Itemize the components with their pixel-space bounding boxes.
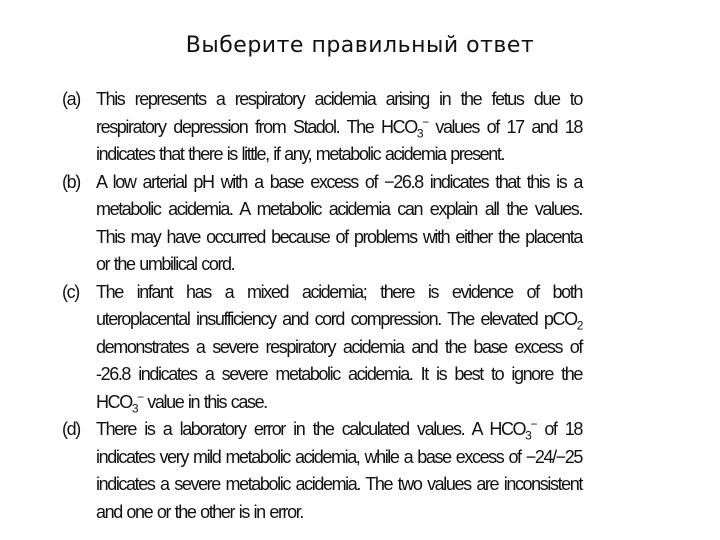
answer-option-c: [62, 279, 582, 417]
text-fragment: The infant has a mixed acidemia; there is evidence of both uteroplacental insufficiency and cord compression. The elevated pCO: [96, 281, 582, 329]
subscript: 3: [131, 401, 138, 416]
superscript: −: [422, 114, 428, 129]
answer-text: [96, 279, 582, 417]
answer-letter: (a): [62, 89, 80, 109]
answer-text: [96, 169, 582, 279]
subscript: 3: [416, 126, 423, 141]
text-fragment: values of 17 and 18 indicates that there is little, if any, metabolic acidemia present.: [96, 116, 583, 164]
answer-option-b: [62, 169, 582, 279]
text-fragment: There is a laboratory error in the calculated values. A HCO: [96, 419, 526, 439]
subscript: 2: [576, 318, 582, 333]
answer-text: [96, 416, 582, 526]
slide-title: Выберите правильный ответ: [185, 33, 535, 58]
text-fragment: A low arterial pH with a base excess of −26.8 indicates that this is a metabolic acidemia. A metabolic acidemia can explain all the values. This may have occurred because of problems with either the placenta or the umbilical cord.: [96, 171, 582, 274]
superscript: −: [137, 389, 143, 404]
answer-option-d: [62, 416, 582, 526]
answer-letter: (d): [62, 419, 80, 439]
superscript: −: [530, 417, 537, 431]
answer-text: [96, 86, 582, 169]
text-fragment: value in this case.: [142, 391, 267, 412]
answer-option-a: [62, 86, 582, 169]
answer-letter: (b): [62, 171, 80, 192]
subscript: 3: [525, 428, 531, 443]
text-fragment: This represents a respiratory acidemia arising in the fetus due to respiratory depression from Stadol. The HCO: [96, 89, 582, 137]
answer-letter: (c): [62, 281, 79, 302]
answer-options: [62, 86, 582, 526]
text-fragment: demonstrates a severe respiratory acidemia and the base excess of -26.8 indicates a severe metabolic acidemia. It is best to ignore the HCO: [96, 336, 582, 412]
text-fragment: of 18 indicates very mild metabolic acidemia, while a base excess of −24/−25 indicates a severe metabolic acidemia. The two values are inconsistent and one or the other is in error.: [96, 419, 583, 522]
